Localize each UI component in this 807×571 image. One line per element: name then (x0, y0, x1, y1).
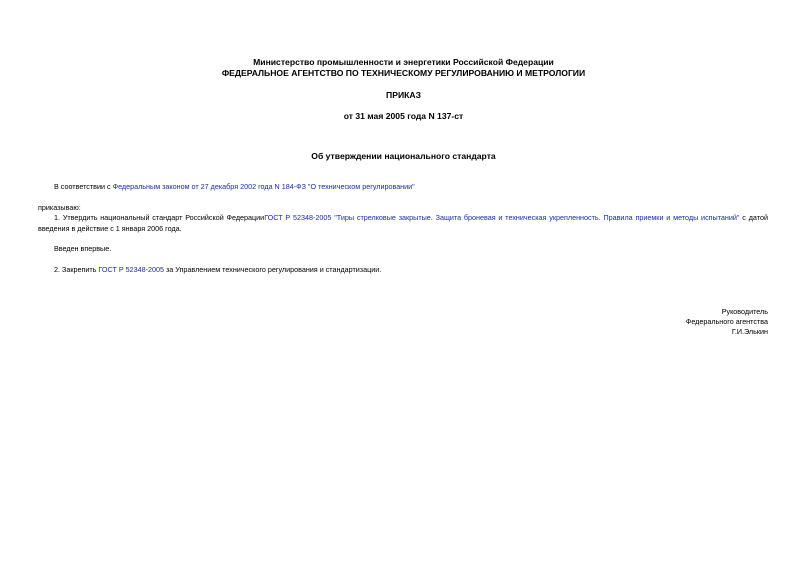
ministry-title: Министерство промышленности и энергетики Российской Федерации (253, 57, 554, 67)
document-date-number: от 31 мая 2005 года N 137-ст (343, 111, 464, 121)
introduced-text: Введен впервые. (54, 244, 112, 253)
signature-title-2: Федерального агентства (685, 317, 768, 326)
item2-prefix: 2. Закрепить (54, 265, 99, 274)
introduced-note (38, 243, 768, 254)
item1-line2: введения в действие с 1 января 2006 года. (38, 224, 182, 233)
item-1 (38, 212, 768, 234)
gost-link-2[interactable]: ГОСТ Р 52348-2005 (98, 265, 164, 274)
agency-title: ФЕДЕРАЛЬНОЕ АГЕНТСТВО ПО ТЕХНИЧЕСКОМУ РЕГУЛИРОВАНИЮ И МЕТРОЛОГИИ (221, 68, 586, 78)
order-word: приказываю: (38, 203, 81, 212)
federal-law-link[interactable]: Федеральным законом от 27 декабря 2002 года N 184-ФЗ "О техническом регулировании" (112, 182, 415, 191)
document-type: ПРИКАЗ (386, 90, 421, 100)
basis-prefix: В соответствии с (54, 182, 113, 191)
signature-name: Г.И.Элькин (731, 327, 768, 336)
paragraph-basis (38, 181, 768, 192)
item-2 (38, 264, 768, 275)
signature-title-1: Руководитель (721, 307, 768, 316)
item1-prefix: 1. Утвердить национальный стандарт Российской Федерации (54, 213, 265, 222)
item1-suffix: с датой (739, 213, 768, 222)
gost-link[interactable]: ГОСТ Р 52348-2005 "Тиры стрелковые закрытые. Защита броневая и техническая укрепленность. Правила приемки и методы испытаний" (264, 213, 740, 222)
item2-suffix: за Управлением технического регулирования и стандартизации. (164, 265, 382, 274)
document-subject: Об утверждении национального стандарта (311, 151, 496, 161)
